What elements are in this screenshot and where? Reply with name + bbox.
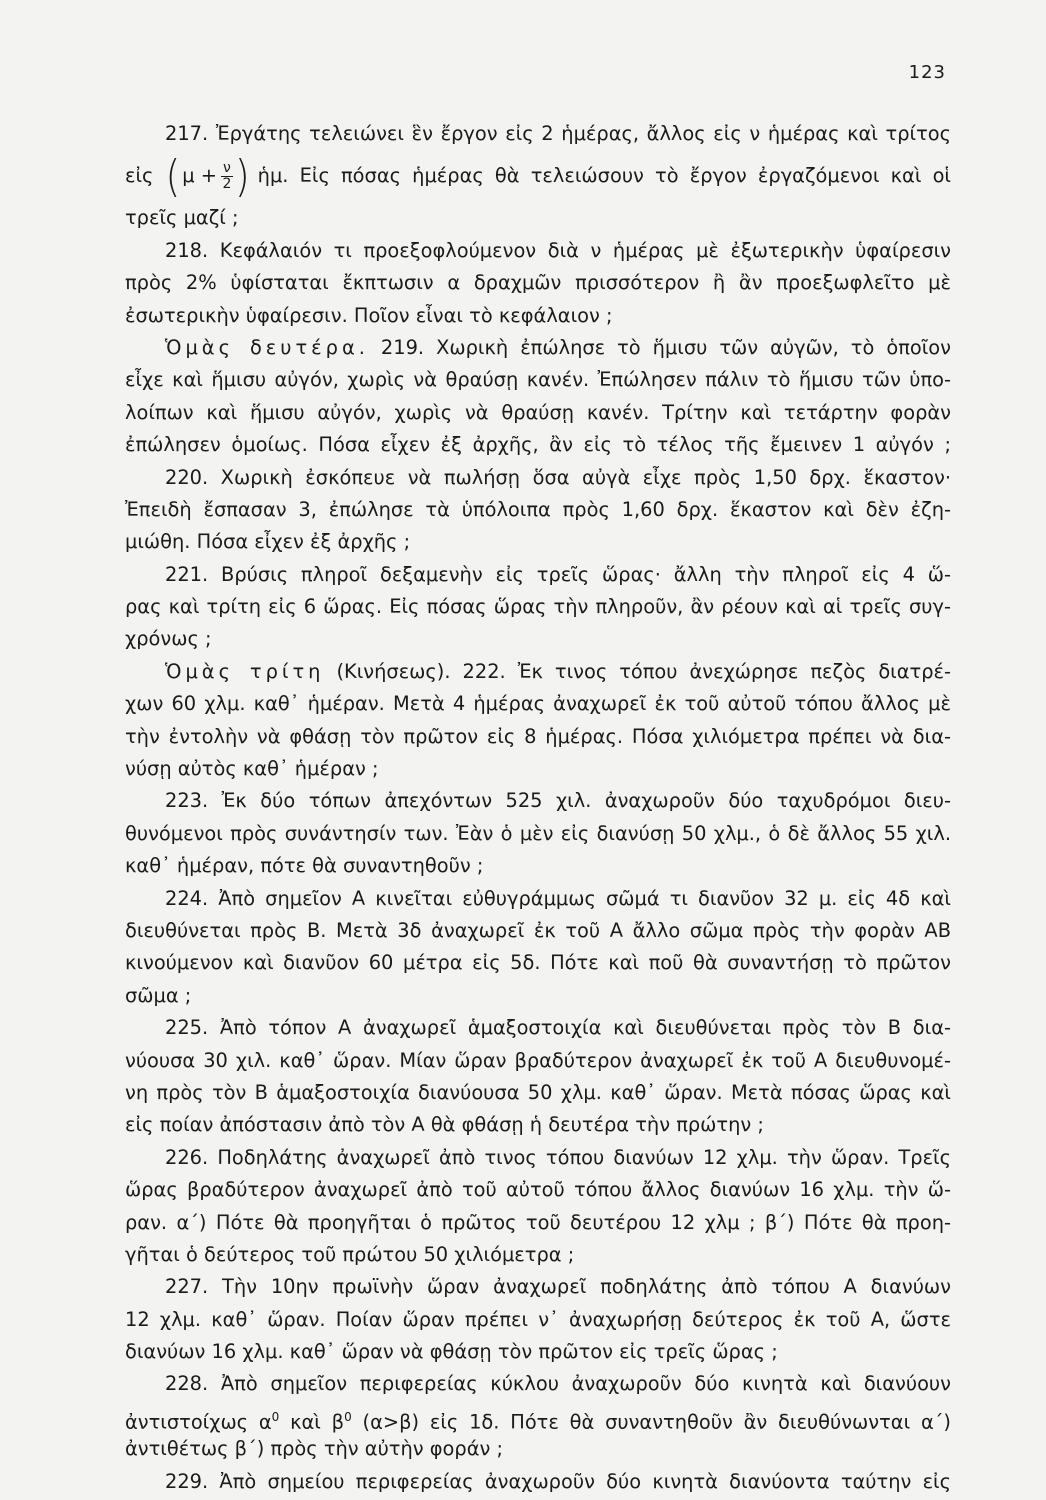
problem-224-line-4: σῶμα ; xyxy=(125,983,192,1007)
problem-229-line-1: 229. Ἀπὸ σημείου περιφερείας ἀναχωροῦν δύο κινητὰ διανύοντα ταύτην εἰς xyxy=(165,1469,951,1493)
problem-227-line-1: 227. Τὴν 10ην πρωϊνὴν ὥραν ἀναχωρεῖ ποδηλάτης ἀπὸ τόπου Α διανύων xyxy=(165,1275,951,1299)
problem-219-line-3: λοίπων καὶ ἥμισυ αὐγόν, χωρὶς νὰ θραύσῃ κανέν. Τρίτην καὶ τετάρτην φορὰν xyxy=(125,400,951,424)
problem-221-line-2: ρας καὶ τρίτη εἰς 6 ὥρας. Εἰς πόσας ὥρας τὴν πληροῦν, ἂν ρέουν καὶ αἱ τρεῖς συγ- xyxy=(125,595,951,619)
problem-228-part-b: καὶ β xyxy=(279,1410,345,1434)
problem-222-line-3: τὴν ἐντολὴν νὰ φθάσῃ τὸν πρῶτον εἰς 8 ἡμέρας. Πόσα χιλιόμετρα πρέπει νὰ δια- xyxy=(125,724,951,748)
superscript-b: 0 xyxy=(344,1409,352,1424)
problem-224-line-2: διευθύνεται πρὸς Β. Μετὰ 3δ ἀναχωρεῖ ἐκ τοῦ Α ἄλλο σῶμα πρὸς τὴν φορὰν ΑΒ xyxy=(125,918,951,942)
problem-225-line-2: νύουσα 30 χιλ. καθ᾽ ὥραν. Μίαν ὥραν βραδύτερον ἀναχωρεῖ ἐκ τοῦ Α διευθυνομέ- xyxy=(125,1048,951,1072)
problem-218-line-1: 218. Κεφάλαιόν τι προεξοφλούμενον διὰ ν ἡμέρας μὲ ἐξωτερικὴν ὑφαίρεσιν xyxy=(165,238,951,262)
problem-218-line-3: ἐσωτερικὴν ὑφαίρεσιν. Ποῖον εἶναι τὸ κεφάλαιον ; xyxy=(125,303,613,327)
problem-228-part-c: (α>β) εἰς 1δ. Πότε θὰ συναντηθοῦν ἂν διευθύνωνται α΄) xyxy=(351,1410,951,1434)
problem-225-line-3: νη πρὸς τὸν Β ἁμαξοστοιχία διανύουσα 50 χλμ. καθ᾽ ὥραν. Μετὰ πόσας ὥρας καὶ xyxy=(125,1080,951,1104)
problem-227-line-3: διανύων 16 χλμ. καθ᾽ ὥραν νὰ φθάσῃ τὸν πρῶτον εἰς τρεῖς ὥρας ; xyxy=(125,1340,778,1364)
problem-221-line-1: 221. Βρύσις πληροῖ δεξαμενὴν εἰς τρεῖς ὥρας· ἄλλη τὴν πληροῖ εἰς 4 ὥ- xyxy=(165,562,951,586)
problem-228-part-a: ἀντιστοίχως α xyxy=(125,1410,272,1434)
page-body xyxy=(125,118,951,1498)
problem-217-mu-plus: μ + xyxy=(182,164,218,188)
problem-228-line-3: ἀντιθέτως β΄) πρὸς τὴν αὐτὴν φοράν ; xyxy=(125,1437,504,1461)
problem-228-line-1: 228. Ἀπὸ σημεῖον περιφερείας κύκλου ἀναχωροῦν δύο κινητὰ καὶ διανύουν xyxy=(165,1372,951,1396)
problem-217-line-3: τρεῖς μαζί ; xyxy=(125,206,239,230)
problem-223-line-3: καθ᾽ ἡμέραν, πότε θὰ συναντηθοῦν ; xyxy=(125,854,484,878)
problem-227-line-2: 12 χλμ. καθ᾽ ὥραν. Ποίαν ὥραν πρέπει ν᾽ ἀναχωρήσῃ δεύτερος ἐκ τοῦ Α, ὥστε xyxy=(125,1307,951,1331)
problem-219-line-1 xyxy=(125,332,951,364)
problem-222-line-2: χων 60 χλμ. καθ᾽ ἡμέραν. Μετὰ 4 ἡμέρας ἀναχωρεῖ ἐκ τοῦ αὐτοῦ τόπου ἄλλος μὲ xyxy=(125,692,951,716)
problem-219-line-2: εἶχε καὶ ἥμισυ αὐγόν, χωρὶς νὰ θραύσῃ κανέν. Ἐπώλησεν πάλιν τὸ ἥμισυ τῶν ὑπο- xyxy=(125,368,951,392)
problem-220-line-3: μιώθη. Πόσα εἶχεν ἐξ ἀρχῆς ; xyxy=(125,530,411,554)
problem-225-line-4: εἰς ποίαν ἀπόστασιν ἀπὸ τὸν Α θὰ φθάσῃ ἡ δευτέρα τὴν πρώτην ; xyxy=(125,1113,764,1137)
problem-223-line-1: 223. Ἐκ δύο τόπων ἀπεχόντων 525 χιλ. ἀναχωροῦν δύο ταχυδρόμοι διευ- xyxy=(165,789,951,813)
problem-218-line-2: πρὸς 2% ὑφίσταται ἔκπτωσιν α δραχμῶν πρισσότερον ἢ ἂν προεξωφλεῖτο μὲ xyxy=(125,271,951,295)
problem-222-line-4: νύσῃ αὐτὸς καθ᾽ ἡμέραν ; xyxy=(125,757,379,781)
problem-223-line-2: θυνόμενοι πρὸς συνάντησίν των. Ἐὰν ὁ μὲν εἰς διανύσῃ 50 χλμ., ὁ δὲ ἄλλος 55 χιλ. xyxy=(125,821,951,845)
fraction-nu-over-2 xyxy=(221,161,233,192)
problem-219-line-4: ἐπώλησεν ὁμοίως. Πόσα εἶχεν ἐξ ἀρχῆς, ἂν εἰς τὸ τέλος τῆς ἔμεινεν 1 αὐγόν ; xyxy=(125,433,951,457)
fraction-numerator: ν xyxy=(223,159,231,176)
problem-217-rest: ἡμ. Εἰς πόσας ἡμέρας θὰ τελειώσουν τὸ ἔργον ἐργαζόμενοι καὶ οἱ xyxy=(257,164,951,188)
problem-217-line-2 xyxy=(125,150,951,202)
problem-226-line-4: γῆται ὁ δεύτερος τοῦ πρώτου 50 χιλιόμετρα ; xyxy=(125,1242,575,1266)
problem-228-line-2 xyxy=(125,1401,951,1433)
problem-222-start: (Κινήσεως). 222. Ἐκ τινος τόπου ἀνεχώρησε πεζὸς διατρέ- xyxy=(336,659,951,683)
group-heading-third: Ὁμὰς τρίτη xyxy=(165,659,325,683)
superscript-a: 0 xyxy=(271,1409,280,1424)
close-paren: ) xyxy=(234,151,250,202)
page-number: 123 xyxy=(908,62,946,83)
problem-225-line-1: 225. Ἀπὸ τόπον Α ἀναχωρεῖ ἁμαξοστοιχία καὶ διευθύνεται πρὸς τὸν Β δια- xyxy=(165,1016,951,1040)
problem-217-prefix: εἰς xyxy=(125,164,154,188)
problem-217-line-1: 217. Ἐργάτης τελειώνει ἓν ἔργον εἰς 2 ἡμέρας, ἄλλος εἰς ν ἡμέρας καὶ τρίτος xyxy=(165,122,951,145)
problem-220-line-1: 220. Χωρικὴ ἐσκόπευε νὰ πωλήσῃ ὅσα αὐγὰ εἶχε πρὸς 1,50 δρχ. ἕκαστον· xyxy=(165,465,951,489)
problem-224-line-3: κινούμενον καὶ διανῦον 60 μέτρα εἰς 5δ. Πότε καὶ ποῦ θὰ συναντήσῃ τὸ πρῶτον xyxy=(125,951,951,975)
problem-221-line-3: χρόνως ; xyxy=(125,627,212,651)
problem-220-line-2: Ἐπειδὴ ἔσπασαν 3, ἐπώλησε τὰ ὑπόλοιπα πρὸς 1,60 δρχ. ἕκαστον καὶ δὲν ἐζη- xyxy=(125,497,951,521)
problem-224-line-1: 224. Ἀπὸ σημεῖον Α κινεῖται εὐθυγράμμως σῶμά τι διανῦον 32 μ. εἰς 4δ καὶ xyxy=(165,886,951,910)
open-paren: ( xyxy=(165,151,181,202)
group-heading-second: Ὁμὰς δευτέρα. xyxy=(165,335,369,359)
problem-226-line-1: 226. Ποδηλάτης ἀναχωρεῖ ἀπὸ τινος τόπου διανύων 12 χλμ. τὴν ὥραν. Τρεῖς xyxy=(165,1145,951,1169)
problem-226-line-3: ραν. α΄) Πότε θὰ προηγῆται ὁ πρῶτος τοῦ δευτέρου 12 χλμ ; β΄) Πότε θὰ προη- xyxy=(125,1210,951,1234)
fraction-denominator: 2 xyxy=(222,175,232,192)
problem-226-line-2: ὥρας βραδύτερον ἀναχωρεῖ ἀπὸ τοῦ αὐτοῦ τόπου ἄλλος διανύων 16 χλμ. τὴν ὥ- xyxy=(125,1178,951,1202)
problem-219-start: 219. Χωρικὴ ἐπώλησε τὸ ἥμισυ τῶν αὐγῶν, τὸ ὁποῖον xyxy=(380,335,951,359)
problem-222-line-1 xyxy=(125,656,951,688)
